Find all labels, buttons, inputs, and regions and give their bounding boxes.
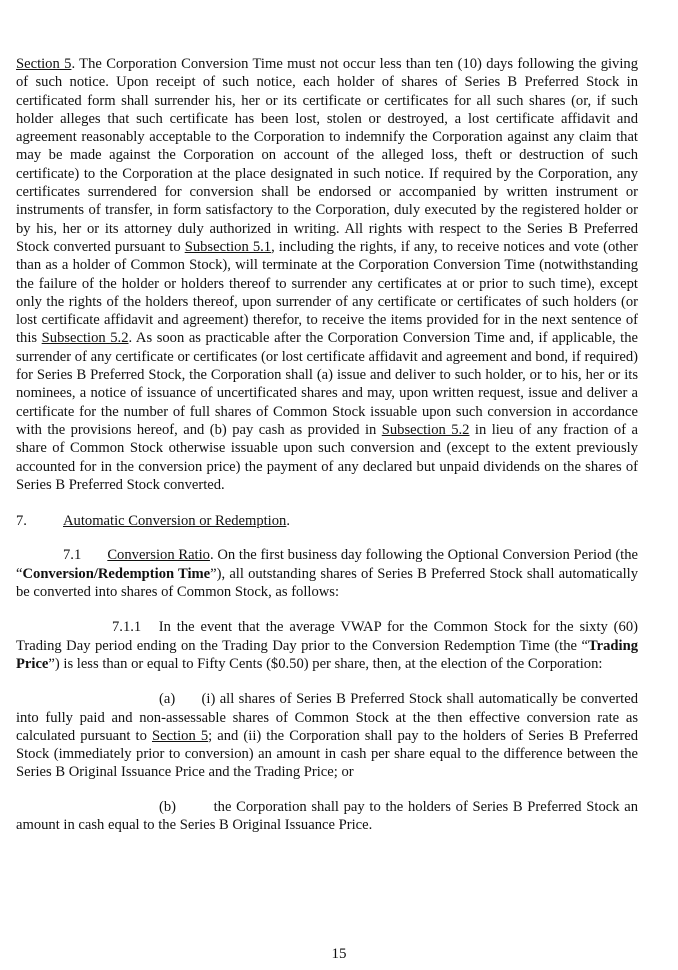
subsection-5-2-reference: Subsection 5.2: [381, 421, 470, 438]
document-page: [16, 55, 638, 834]
subsection-7-1-number: 7.1: [63, 547, 82, 564]
clause-a: (a) (i) all shares of Series B Preferred Stock shall automatically be converted into fully paid and non-assessable shares of Common Stock at the then effective conversion rate as calculated pursuant to Section 5; and (ii) the Corporation shall pay to the holders of Series B Preferred Stock (immediately prior to conversion) an amount in cash per share equal to the difference between the Series B Original Issuance Price and the Trading Price; or: [16, 691, 639, 781]
section-7-number: 7.: [16, 513, 27, 530]
defined-term: Trading Price: [16, 637, 638, 672]
section-5-reference: Section 5: [16, 56, 72, 72]
clause-b: (b) the Corporation shall pay to the holders of Series B Preferred Stock an amount in cash equal to the Series B Original Issuance Price.: [16, 798, 638, 833]
section-7-title: Automatic Conversion or Redemption: [63, 513, 287, 530]
paragraph-section-5-continued: Section 5. The Corporation Conversion Time must not occur less than ten (10) days following the giving of such notice. Upon receipt of such notice, each holder of shares of Series B Preferred Stock in certificated form shall surrender his, her or its certificate or certificates for all such shares (or, if such holder alleges that such certificate has been lost, stolen or destroyed, a lost certificate affidavit and agreement reasonably acceptable to the Corporation to indemnify the Corporation against any claim that may be made against the Corporation on account of the alleged loss, theft or destruction of such certificate) to the Corporation at the place designated in such notice. If required by the Corporation, any certificates surrendered for conversion shall be endorsed or accompanied by written instrument or instruments of transfer, in form satisfactory to the Corporation, duly executed by the registered holder or by his, her or its attorney duly authorized in writing. All rights with respect to the Series B Preferred Stock converted pursuant to Subsection 5.1, including the rights, if any, to receive notices and vote (other than as a holder of Common Stock), will terminate at the Corporation Conversion Time (notwithstanding the failure of the holder or holders thereof to surrender any certificates at or prior to such time), except only the rights of the holders thereof, upon surrender of any certificate or certificates of such holders (or lost certificate affidavit and agreement) therefor, to receive the items provided for in the next sentence of this Subsection 5.2. As soon as practicable after the Corporation Conversion Time and, if applicable, the surrender of any certificate or certificates (or lost certificate affidavit and agreement and bond, if required) for Series B Preferred Stock, the Corporation shall (a) issue and deliver to such holder, or to his, her or its nominees, a notice of issuance of uncertificated shares and may, upon written request, issue and deliver a certificate for the number of full shares of Common Stock issuable upon such conversion in accordance with the provisions hereof, and (b) pay cash as provided in Subsection 5.2 in lieu of any fraction of a share of Common Stock otherwise issuable upon such conversion and (except to the extent previously accounted for in the conversion price) the payment of any declared but unpaid dividends on the shares of Series B Preferred Stock converted.: [16, 56, 639, 493]
section-5-reference: Section 5: [151, 727, 209, 744]
subsection-7-1: 7.1 Conversion Ratio. On the first business day following the Optional Conversion Period (the “Conversion/Redemption Time”), all outstanding shares of Series B Preferred Stock shall automatically be converted into shares of Common Stock, as follows:: [16, 547, 639, 601]
clause-a-label: (a): [159, 691, 176, 708]
clause-b-label: (b): [159, 798, 177, 815]
section-7-heading: 7. Automatic Conversion or Redemption.: [16, 513, 290, 530]
subsection-7-1-1-number: 7.1.1: [112, 619, 142, 636]
defined-term: Conversion/Redemption Time: [22, 565, 211, 582]
subsection-7-1-1: 7.1.1 In the event that the average VWAP for the Common Stock for the sixty (60) Trading Day period ending on the Trading Day prior to the Conversion Redemption Time (the “Trading Price”) is less than or equal to Fifty Cents ($0.50) per share, then, at the election of the Corporation:: [16, 619, 638, 672]
subsection-7-1-title: Conversion Ratio: [107, 547, 210, 564]
subsection-5-1-reference: Subsection 5.1: [184, 238, 272, 255]
page-number: 15: [331, 946, 347, 962]
subsection-5-2-reference: Subsection 5.2: [41, 330, 129, 347]
